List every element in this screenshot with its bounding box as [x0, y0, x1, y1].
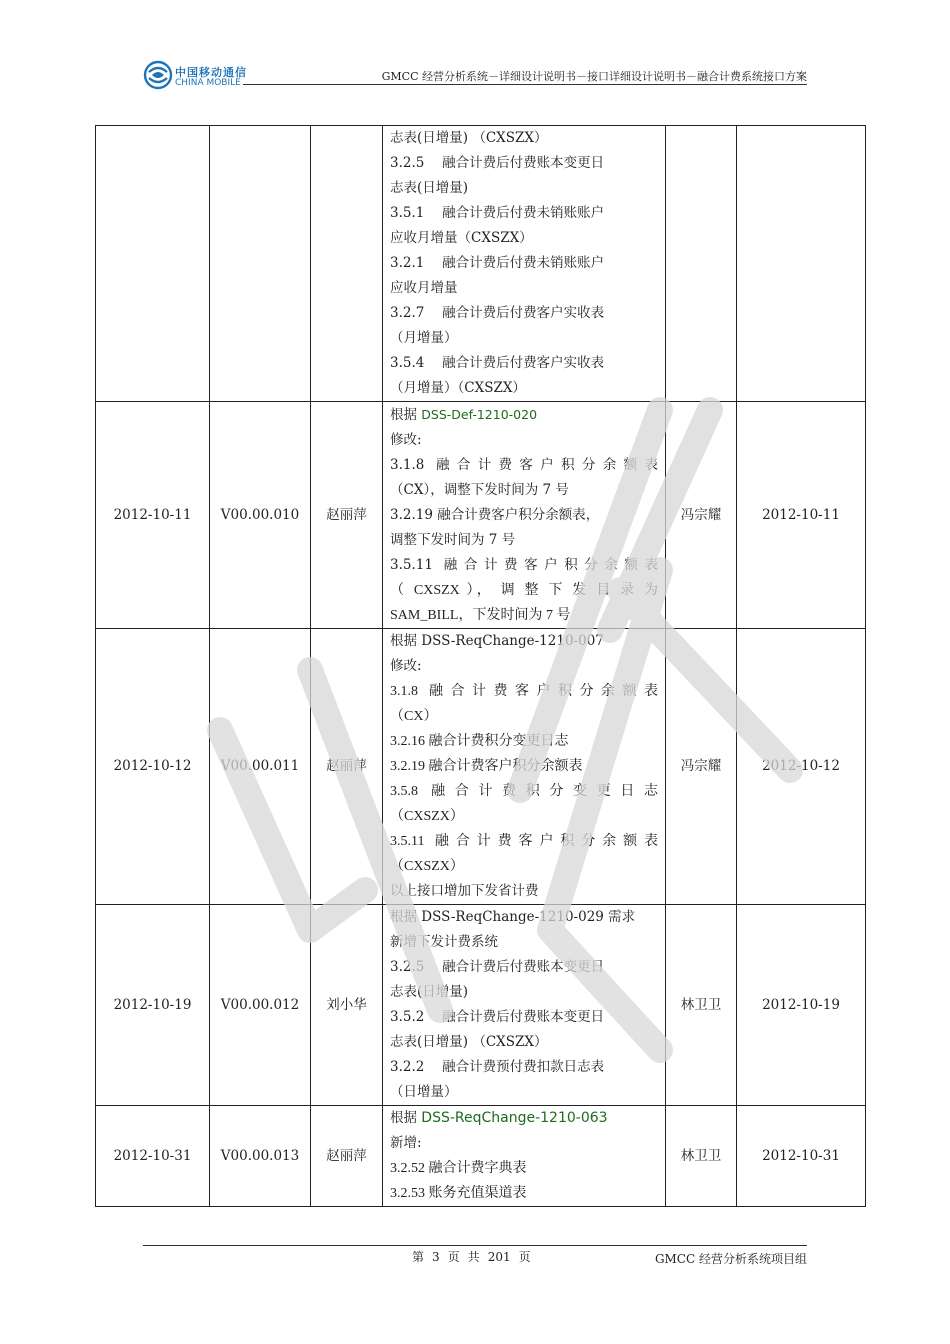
- description-line: 根据 DSS-ReqChange-1210-029 需求: [390, 909, 636, 925]
- description-line: 修改:: [390, 658, 422, 674]
- change-description-cell: [383, 629, 666, 905]
- description-line: 以上接口增加下发省计费: [390, 883, 539, 899]
- reviewer-cell: 林卫卫: [666, 1106, 737, 1207]
- description-line: （月增量）: [390, 330, 458, 346]
- author-cell: 赵丽萍: [311, 629, 383, 905]
- china-mobile-logo-icon: [143, 60, 173, 90]
- basis-prefix: 根据: [390, 407, 422, 423]
- document-header-title: GMCC 经营分析系统－详细设计说明书－接口详细设计说明书－融合计费系统接口方案: [381, 70, 807, 83]
- total-label-suffix: 页: [518, 1250, 531, 1264]
- review-date-cell: 2012-10-12: [737, 629, 866, 905]
- revision-date-cell: [96, 126, 210, 402]
- table-row: [96, 126, 866, 402]
- description-line: 3.5.2 融合计费后付费账本变更日: [390, 1009, 605, 1025]
- description-line: 志表(日增量): [390, 180, 469, 196]
- total-label-prefix: 共: [467, 1250, 480, 1264]
- description-line: [390, 402, 658, 428]
- author-cell: 赵丽萍: [311, 402, 383, 629]
- description-line: （ CXSZX ）， 调 整 下 发 目 录 为: [390, 583, 658, 598]
- revision-date-cell: 2012-10-11: [96, 402, 210, 629]
- reviewer-cell: 冯宗耀: [666, 629, 737, 905]
- change-description-cell: [383, 126, 666, 402]
- description-line: 志表(日增量) （CXSZX）: [390, 130, 548, 146]
- description-line: 3.5.11 融合计费客户积分余额表: [390, 834, 658, 849]
- description-line: 应收月增量（CXSZX）: [390, 230, 533, 246]
- version-cell: V00.00.013: [210, 1106, 311, 1207]
- revision-history-table: [95, 125, 866, 1207]
- logo-chinese-text: 中国移动通信: [175, 66, 247, 79]
- change-description-cell: [383, 1106, 666, 1207]
- description-line: 3.2.53 账务充值渠道表: [390, 1186, 527, 1201]
- description-line: 志表(日增量) （CXSZX）: [390, 1034, 548, 1050]
- revision-date-cell: 2012-10-31: [96, 1106, 210, 1207]
- version-cell: V00.00.012: [210, 905, 311, 1106]
- description-line: 3.2.19 融合计费客户积分余额表，: [390, 507, 600, 523]
- author-cell: [311, 126, 383, 402]
- reviewer-cell: 冯宗耀: [666, 402, 737, 629]
- change-description-cell: [383, 905, 666, 1106]
- requirement-reference: DSS-ReqChange-1210-063: [421, 1110, 608, 1126]
- description-line: 3.1.8 融合计费客户积分余额表: [390, 684, 658, 699]
- description-line: （CX）: [390, 709, 438, 724]
- reviewer-cell: [666, 126, 737, 402]
- current-page: 3: [432, 1250, 440, 1264]
- description-line: 3.2.19 融合计费客户积分余额表: [390, 759, 583, 774]
- logo-english-text: CHINA MOBILE: [175, 78, 241, 88]
- description-line: 新增:: [390, 1135, 422, 1151]
- total-pages: 201: [487, 1250, 511, 1264]
- description-line: 志表(日增量): [390, 984, 469, 1000]
- table-row: [96, 629, 866, 905]
- description-line: 3.2.2 融合计费预付费扣款日志表: [390, 1059, 605, 1075]
- description-line: 根据 DSS-ReqChange-1210-007: [390, 633, 604, 649]
- description-line: 3.2.16 融合计费积分变更日志: [390, 734, 569, 749]
- reviewer-cell: 林卫卫: [666, 905, 737, 1106]
- description-line: SAM_BILL，下发时间为 7 号: [390, 608, 571, 623]
- description-line: （日增量）: [390, 1084, 458, 1100]
- description-line: 调整下发时间为 7 号: [390, 532, 516, 548]
- revision-date-cell: 2012-10-12: [96, 629, 210, 905]
- china-mobile-logo: [143, 60, 253, 96]
- description-line: 3.5.11 融合计费客户积分余额表: [390, 557, 658, 573]
- author-cell: 刘小华: [311, 905, 383, 1106]
- version-cell: V00.00.011: [210, 629, 311, 905]
- description-line: 应收月增量: [390, 280, 458, 296]
- page-label-prefix: 第: [412, 1250, 425, 1264]
- revision-date-cell: 2012-10-19: [96, 905, 210, 1106]
- project-group-name: GMCC 经营分析系统项目组: [654, 1252, 807, 1266]
- description-line: 3.5.8 融合计费积分变更日志: [390, 784, 658, 799]
- description-line: 3.2.1 融合计费后付费未销账账户: [390, 255, 605, 271]
- table-row: [96, 1106, 866, 1207]
- author-cell: 赵丽萍: [311, 1106, 383, 1207]
- table-row: [96, 905, 866, 1106]
- description-line: 3.5.4 融合计费后付费客户实收表: [390, 355, 605, 371]
- description-line: 新增下发计费系统: [390, 934, 498, 950]
- requirement-reference: DSS-Def-1210-020: [421, 407, 538, 422]
- description-line: 3.2.5 融合计费后付费账本变更日: [390, 155, 605, 171]
- description-line: （CXSZX）: [390, 809, 464, 824]
- page-number: [412, 1248, 539, 1265]
- table-row: [96, 402, 866, 629]
- description-line: （CXSZX）: [390, 859, 464, 874]
- description-line: 3.5.1 融合计费后付费未销账账户: [390, 205, 605, 221]
- description-line: 3.2.7 融合计费后付费客户实收表: [390, 305, 605, 321]
- review-date-cell: [737, 126, 866, 402]
- review-date-cell: 2012-10-19: [737, 905, 866, 1106]
- description-line: （CX），调整下发时间为 7 号: [390, 482, 569, 498]
- description-line: [390, 1106, 658, 1131]
- version-cell: [210, 126, 311, 402]
- footer-rule: [143, 1245, 807, 1246]
- page-label-suffix: 页: [447, 1250, 460, 1264]
- review-date-cell: 2012-10-11: [737, 402, 866, 629]
- basis-prefix: 根据: [390, 1110, 422, 1126]
- description-line: 3.2.52 融合计费字典表: [390, 1161, 527, 1176]
- description-line: （月增量）（CXSZX）: [390, 380, 526, 396]
- version-cell: V00.00.010: [210, 402, 311, 629]
- description-line: 3.2.5 融合计费后付费账本变更日: [390, 959, 605, 975]
- header-rule: [243, 84, 807, 85]
- change-description-cell: [383, 402, 666, 629]
- description-line: 3.1.8 融合计费客户积分余额表: [390, 457, 658, 473]
- description-line: 修改:: [390, 432, 422, 448]
- review-date-cell: 2012-10-31: [737, 1106, 866, 1207]
